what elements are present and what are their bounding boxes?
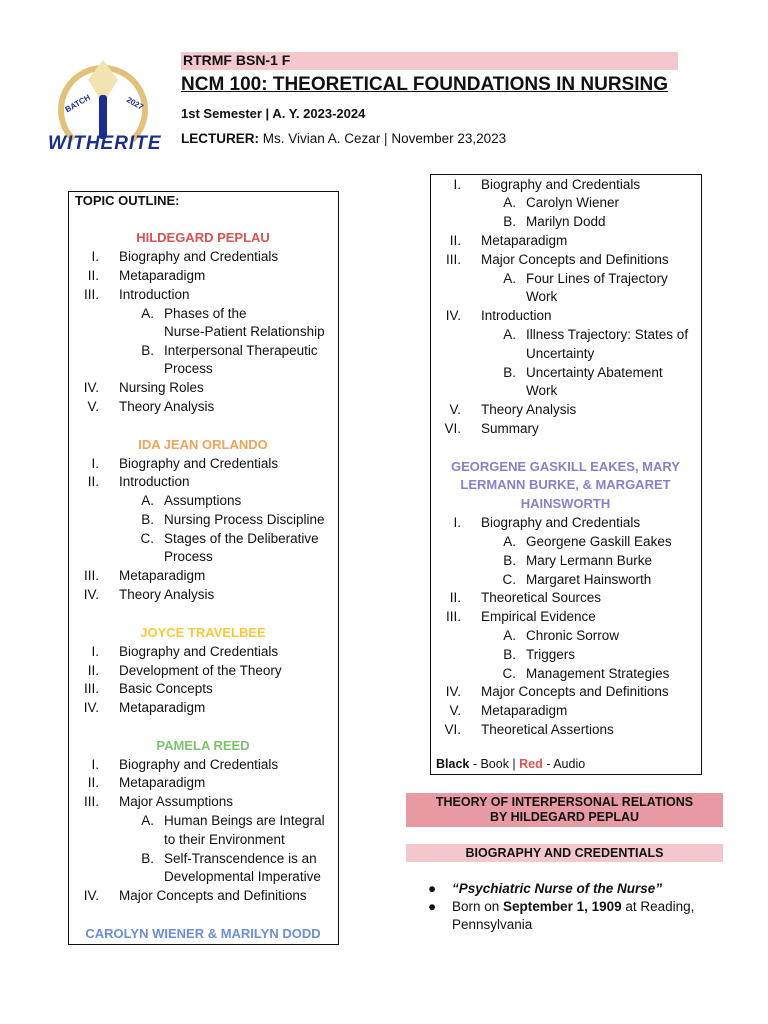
bullet-dot: ● (428, 899, 437, 914)
outline-subitem: Developmental Imperative (164, 869, 321, 884)
bullet-birth (452, 898, 722, 934)
numeral: VI. (444, 421, 461, 436)
outline-subitem: Work (526, 383, 558, 398)
numeral: I. (453, 515, 461, 530)
numeral: B. (141, 512, 154, 527)
bullet-dot: ● (428, 881, 437, 896)
section-title-orlando: IDA JEAN ORLANDO (138, 437, 268, 452)
numeral: II. (87, 474, 99, 489)
outline-subitem: Management Strategies (526, 666, 670, 681)
outline-subitem: Uncertainty Abatement (526, 365, 663, 380)
outline-item: Metaparadigm (119, 700, 206, 715)
numeral: A. (503, 271, 516, 286)
numeral: II. (87, 268, 99, 283)
outline-subitem: Work (526, 289, 558, 304)
outline-item: Theoretical Assertions (481, 722, 614, 737)
numeral: B. (141, 851, 154, 866)
legend-audio: - Audio (542, 757, 586, 771)
topic-outline-box (68, 191, 339, 945)
numeral: I. (91, 456, 99, 471)
section-title-reed: PAMELA REED (156, 738, 250, 753)
logo-ribbon-right: 2027 (124, 95, 145, 112)
batch-logo (44, 55, 162, 165)
numeral: III. (83, 681, 99, 696)
page-title: NCM 100: THEORETICAL FOUNDATIONS IN NURSING (181, 74, 668, 95)
outline-subitem: Nursing Process Discipline (164, 512, 325, 527)
outline-item: Biography and Credentials (481, 515, 641, 530)
numeral: VI. (444, 722, 461, 737)
outline-subitem: Phases of the (164, 306, 247, 321)
numeral: IV. (445, 684, 461, 699)
section-title-eakes-line2: LERMANN BURKE, & MARGARET (460, 477, 671, 492)
numeral: C. (502, 572, 516, 587)
numeral: III. (445, 252, 461, 267)
outline-subitem: Margaret Hainsworth (526, 572, 652, 587)
numeral: II. (449, 590, 461, 605)
outline-subitem: Interpersonal Therapeutic (164, 343, 318, 358)
outline-item: Metaparadigm (119, 268, 206, 283)
outline-subitem: Mary Lermann Burke (526, 553, 653, 568)
numeral: III. (83, 794, 99, 809)
numeral: I. (453, 177, 461, 192)
outline-item: Empirical Evidence (481, 609, 596, 624)
numeral: B. (503, 365, 516, 380)
outline-item: Major Concepts and Definitions (481, 684, 669, 699)
outline-item: Biography and Credentials (119, 249, 279, 264)
outline-item: Biography and Credentials (481, 177, 641, 192)
numeral: III. (83, 568, 99, 583)
numeral: B. (503, 553, 516, 568)
outline-heading: TOPIC OUTLINE: (75, 193, 180, 208)
outline-subitem: Assumptions (164, 493, 242, 508)
numeral: C. (502, 666, 516, 681)
outline-item: Biography and Credentials (119, 757, 279, 772)
outline-item: Metaparadigm (119, 775, 206, 790)
outline-subitem: to their Environment (164, 832, 285, 847)
numeral: II. (87, 663, 99, 678)
outline-item: Biography and Credentials (119, 456, 279, 471)
outline-item: Theory Analysis (119, 399, 215, 414)
outline-subitem: Illness Trajectory: States of (526, 327, 689, 342)
outline-subitem: Stages of the Deliberative (164, 531, 319, 546)
semester-label: 1st Semester | A. Y. 2023-2024 (181, 106, 366, 121)
section-title-travelbee: JOYCE TRAVELBEE (140, 625, 266, 640)
numeral: B. (503, 647, 516, 662)
theory-banner-line2: BY HILDEGARD PEPLAU (489, 810, 640, 824)
outline-item: Metaparadigm (119, 568, 206, 583)
color-legend (436, 755, 585, 773)
outline-item: Metaparadigm (481, 233, 568, 248)
numeral: A. (141, 813, 154, 828)
bio-banner: BIOGRAPHY AND CREDENTIALS (406, 844, 723, 862)
legend-black: Black (436, 757, 470, 771)
outline-item: Development of the Theory (119, 663, 282, 678)
logo-ribbon-left: BATCH (63, 92, 92, 115)
legend-red: Red (519, 757, 543, 771)
outline-subitem: Marilyn Dodd (526, 214, 606, 229)
numeral: IV. (83, 888, 99, 903)
numeral: V. (449, 703, 461, 718)
numeral: I. (91, 644, 99, 659)
theory-banner (406, 793, 723, 827)
numeral: B. (503, 214, 516, 229)
numeral: A. (503, 534, 516, 549)
numeral: B. (141, 343, 154, 358)
outline-subitem: Uncertainty (526, 346, 595, 361)
outline-subitem: Chronic Sorrow (526, 628, 620, 643)
birth-date: September 1, 1909 (503, 899, 622, 914)
outline-subitem: Four Lines of Trajectory (526, 271, 668, 286)
outline-item: Major Concepts and Definitions (481, 252, 669, 267)
numeral: I. (91, 249, 99, 264)
numeral: III. (83, 287, 99, 302)
theory-banner-line1: THEORY OF INTERPERSONAL RELATIONS (435, 795, 694, 809)
numeral: V. (449, 402, 461, 417)
bullet-nickname: “Psychiatric Nurse of the Nurse” (452, 881, 663, 896)
outline-subitem: Triggers (526, 647, 576, 662)
numeral: A. (141, 493, 154, 508)
outline-item: Nursing Roles (119, 380, 204, 395)
section-title-peplau: HILDEGARD PEPLAU (136, 230, 270, 245)
section-title-eakes-line1: GEORGENE GASKILL EAKES, MARY (451, 459, 680, 474)
numeral: A. (141, 306, 154, 321)
outline-item: Theory Analysis (119, 587, 215, 602)
numeral: IV. (83, 587, 99, 602)
numeral: IV. (83, 700, 99, 715)
outline-item: Introduction (481, 308, 552, 323)
topic-outline-continued-box (430, 174, 702, 775)
outline-subitem: Self-Transcendence is an (164, 851, 317, 866)
numeral: A. (503, 628, 516, 643)
birth-state: Pennsylvania (452, 917, 533, 932)
outline-item: Metaparadigm (481, 703, 568, 718)
outline-subitem: Human Beings are Integral (164, 813, 325, 828)
batch-label: RTRMF BSN-1 F (183, 52, 291, 68)
outline-subitem: Georgene Gaskill Eakes (526, 534, 672, 549)
numeral: A. (503, 195, 516, 210)
lecturer-value: Ms. Vivian A. Cezar | November 23,2023 (262, 131, 507, 146)
lecturer-line (181, 131, 506, 146)
outline-item: Introduction (119, 287, 190, 302)
numeral: IV. (445, 308, 461, 323)
lecturer-label: LECTURER: (181, 131, 259, 146)
birth-place: at Reading, (621, 899, 695, 914)
numeral: I. (91, 757, 99, 772)
outline-item: Theoretical Sources (481, 590, 602, 605)
outline-subitem: Carolyn Wiener (526, 195, 620, 210)
outline-item: Basic Concepts (119, 681, 213, 696)
outline-item: Introduction (119, 474, 190, 489)
numeral: II. (87, 775, 99, 790)
logo-wordmark: WITHERITE (48, 133, 162, 154)
outline-item: Biography and Credentials (119, 644, 279, 659)
outline-item: Theory Analysis (481, 402, 577, 417)
outline-subitem: Nurse-Patient Relationship (164, 324, 325, 339)
numeral: C. (140, 531, 154, 546)
numeral: II. (449, 233, 461, 248)
section-title-wiener: CAROLYN WIENER & MARILYN DODD (85, 926, 321, 941)
outline-subitem: Process (164, 549, 213, 564)
outline-subitem: Process (164, 361, 213, 376)
birth-prefix: Born on (452, 899, 504, 914)
section-title-eakes-line3: HAINSWORTH (520, 496, 611, 511)
legend-book: - Book | (469, 757, 520, 771)
numeral: A. (503, 327, 516, 342)
outline-item: Summary (481, 421, 539, 436)
numeral: III. (445, 609, 461, 624)
outline-item: Major Assumptions (119, 794, 234, 809)
numeral: V. (87, 399, 99, 414)
outline-item: Major Concepts and Definitions (119, 888, 307, 903)
numeral: IV. (83, 380, 99, 395)
